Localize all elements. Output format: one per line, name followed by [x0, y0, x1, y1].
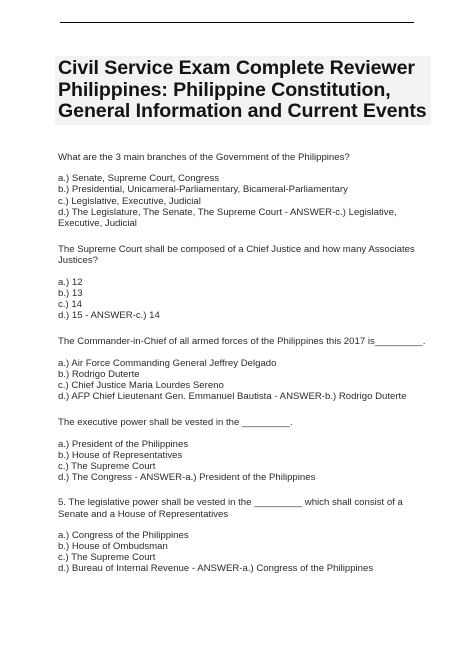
question-list	[58, 152, 428, 590]
option-a: a.) 12	[58, 276, 83, 288]
option-a: a.) President of the Philippines	[58, 438, 189, 450]
option-list	[58, 277, 428, 322]
option-b: b.) Presidential, Unicameral-Parliamentary, Bicameral-Parliamentary	[58, 184, 348, 196]
question-text: 5. The legislative power shall be vested in the _________ which shall consist of a Senate and a House of Representatives	[58, 497, 403, 520]
option-list	[58, 439, 428, 484]
option-list	[58, 358, 428, 403]
question-item	[58, 336, 428, 402]
option-b: b.) Rodrigo Duterte	[58, 368, 140, 380]
option-d-answer: d.) Bureau of Internal Revenue - ANSWER-a.) Congress of the Philippines	[58, 563, 374, 575]
question-item	[58, 244, 428, 321]
option-list	[58, 173, 428, 229]
option-d-answer: d.) 15 - ANSWER-c.) 14	[58, 310, 160, 322]
option-a: a.) Congress of the Philippines	[58, 529, 189, 541]
option-b: b.) 13	[58, 287, 83, 299]
top-rule	[60, 22, 414, 23]
option-b: b.) House of Representatives	[58, 449, 183, 461]
question-text: The executive power shall be vested in the _________.	[58, 417, 293, 429]
option-list	[58, 530, 428, 575]
question-text: What are the 3 main branches of the Government of the Philippines?	[58, 152, 350, 163]
option-a: a.) Air Force Commanding General Jeffrey Delgado	[58, 357, 277, 369]
option-c: c.) Chief Justice Maria Lourdes Sereno	[58, 380, 224, 392]
option-b: b.) House of Ombudsman	[58, 541, 168, 553]
question-text: The Commander-in-Chief of all armed forces of the Philippines this 2017 is_________.	[58, 336, 426, 348]
question-text: The Supreme Court shall be composed of a Chief Justice and how many Associates Justices?	[58, 244, 415, 267]
question-item	[58, 152, 428, 229]
option-d-answer: d.) The Congress - ANSWER-a.) President of the Philippines	[58, 472, 316, 484]
option-c: c.) The Supreme Court	[58, 552, 156, 564]
question-item	[58, 417, 428, 483]
option-d-answer: d.) AFP Chief Lieutenant Gen. Emmanuel Bautista - ANSWER-b.) Rodrigo Duterte	[58, 391, 407, 403]
question-item	[58, 497, 428, 574]
option-d-answer: d.) The Legislature, The Senate, The Supreme Court - ANSWER-c.) Legislative, Executive, Judicial	[58, 206, 397, 230]
option-c: c.) The Supreme Court	[58, 461, 156, 473]
option-a: a.) Senate, Supreme Court, Congress	[58, 173, 220, 185]
document-title: Civil Service Exam Complete Reviewer Philippines: Philippine Constitution, General Information and Current Events	[58, 57, 427, 123]
option-c: c.) 14	[58, 299, 82, 311]
option-c: c.) Legislative, Executive, Judicial	[58, 195, 201, 207]
